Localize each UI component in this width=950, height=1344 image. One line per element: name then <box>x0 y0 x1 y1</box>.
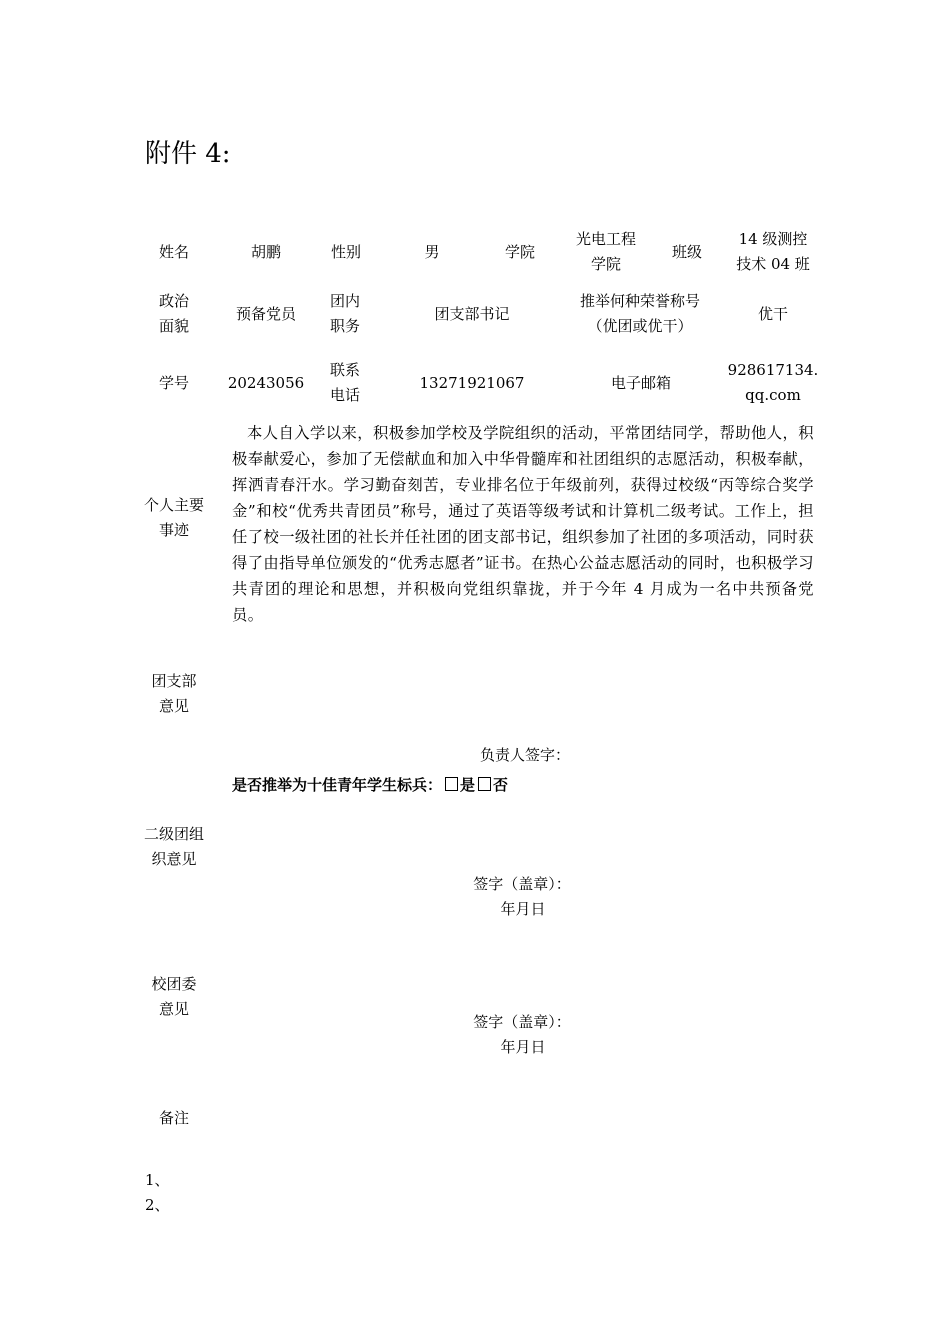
email-value <box>725 358 821 408</box>
name-label: 姓名 <box>158 243 189 261</box>
email-label: 电子邮箱 <box>610 374 671 392</box>
deeds-label-line2: 事迹 <box>158 521 189 539</box>
secondary-opinion-label-line2: 织意见 <box>151 850 197 868</box>
college-value-line1: 光电工程 <box>575 230 636 248</box>
deeds-label-line1: 个人主要 <box>143 496 204 514</box>
note-item: 2、 <box>145 1196 170 1214</box>
political-value: 预备党员 <box>235 305 296 323</box>
class-value <box>727 227 819 277</box>
student-id-value: 20243056 <box>227 374 305 392</box>
secondary-opinion-label <box>136 822 212 872</box>
phone-label-line2: 电话 <box>330 386 361 404</box>
secondary-opinion-label-line1: 二级团组 <box>143 825 204 843</box>
email-value-line2: qq.com <box>745 386 801 404</box>
secondary-signature-label: 签字（盖章）： <box>473 875 571 893</box>
league-post-label-line2: 职务 <box>330 317 361 335</box>
political-label <box>148 289 200 339</box>
remarks-label: 备注 <box>158 1109 189 1127</box>
class-value-line1: 14 级测控 <box>738 230 808 248</box>
no-option-label: 否 <box>493 776 509 794</box>
note-item: 1、 <box>145 1171 170 1189</box>
branch-opinion-label-line1: 团支部 <box>151 672 197 690</box>
branch-signature-label: 负责人签字： <box>479 746 570 764</box>
league-post-label-line1: 团内 <box>330 292 361 310</box>
school-opinion-label-line2: 意见 <box>158 1000 189 1018</box>
school-opinion-label <box>140 972 208 1022</box>
college-label: 学院 <box>504 243 535 261</box>
honor-label-line2: （优团或优干） <box>587 317 693 335</box>
yes-option-label: 是 <box>460 776 476 794</box>
email-value-line1: 928617134. <box>727 361 819 379</box>
league-post-label <box>330 289 370 339</box>
political-label-line2: 面貌 <box>158 317 189 335</box>
recommend-question-text: 是否推举为十佳青年学生标兵： <box>232 776 443 794</box>
name-value: 胡鹏 <box>250 243 281 261</box>
honor-label <box>562 289 718 339</box>
class-label: 班级 <box>671 243 702 261</box>
deeds-label <box>138 493 210 543</box>
no-checkbox[interactable] <box>478 777 491 791</box>
political-label-line1: 政治 <box>158 292 189 310</box>
branch-opinion-label <box>140 669 208 719</box>
attachment-title: 附件 4: <box>145 139 231 169</box>
gender-label: 性别 <box>330 243 361 261</box>
school-date-label: 年月日 <box>500 1038 546 1056</box>
honor-value: 优干 <box>757 305 788 323</box>
student-id-label: 学号 <box>158 374 189 392</box>
yes-checkbox[interactable] <box>445 777 458 791</box>
league-post-value: 团支部书记 <box>434 305 510 323</box>
phone-label <box>330 358 370 408</box>
school-signature-label: 签字（盖章）： <box>473 1013 571 1031</box>
class-value-line2: 技术 04 班 <box>736 255 810 273</box>
secondary-date-label: 年月日 <box>500 900 546 918</box>
deeds-text: 本人自入学以来，积极参加学校及学院组织的活动，平常团结同学，帮助他人，积极奉献爱心，参加了无偿献血和加入中华骨髓库和社团组织的志愿活动，积极奉献，挥洒青春汗水。学习勤奋刻苦，专业排名位于年级前列，获得过校级“丙等综合奖学金”和校“优秀共青团员”称号，通过了英语等级考试和计算机二级考试。工作上，担任了校一级社团的社长并任社团的团支部书记，组织参加了社团的多项活动，同时获得了由指导单位颁发的“优秀志愿者”证书。在热心公益志愿活动的同时，也积极学习共青团的理论和思想，并积极向党组织靠拢，并于今年 4 月成为一名中共预备党员。 <box>232 424 814 624</box>
honor-label-line1: 推举何种荣誉称号 <box>579 292 700 310</box>
college-value-line2: 学院 <box>590 255 621 273</box>
phone-label-line1: 联系 <box>330 361 361 379</box>
recommend-question <box>232 773 508 798</box>
gender-value: 男 <box>424 243 440 261</box>
branch-opinion-label-line2: 意见 <box>158 697 189 715</box>
school-opinion-label-line1: 校团委 <box>151 975 197 993</box>
college-value <box>566 227 646 277</box>
phone-value: 13271921067 <box>419 374 525 392</box>
